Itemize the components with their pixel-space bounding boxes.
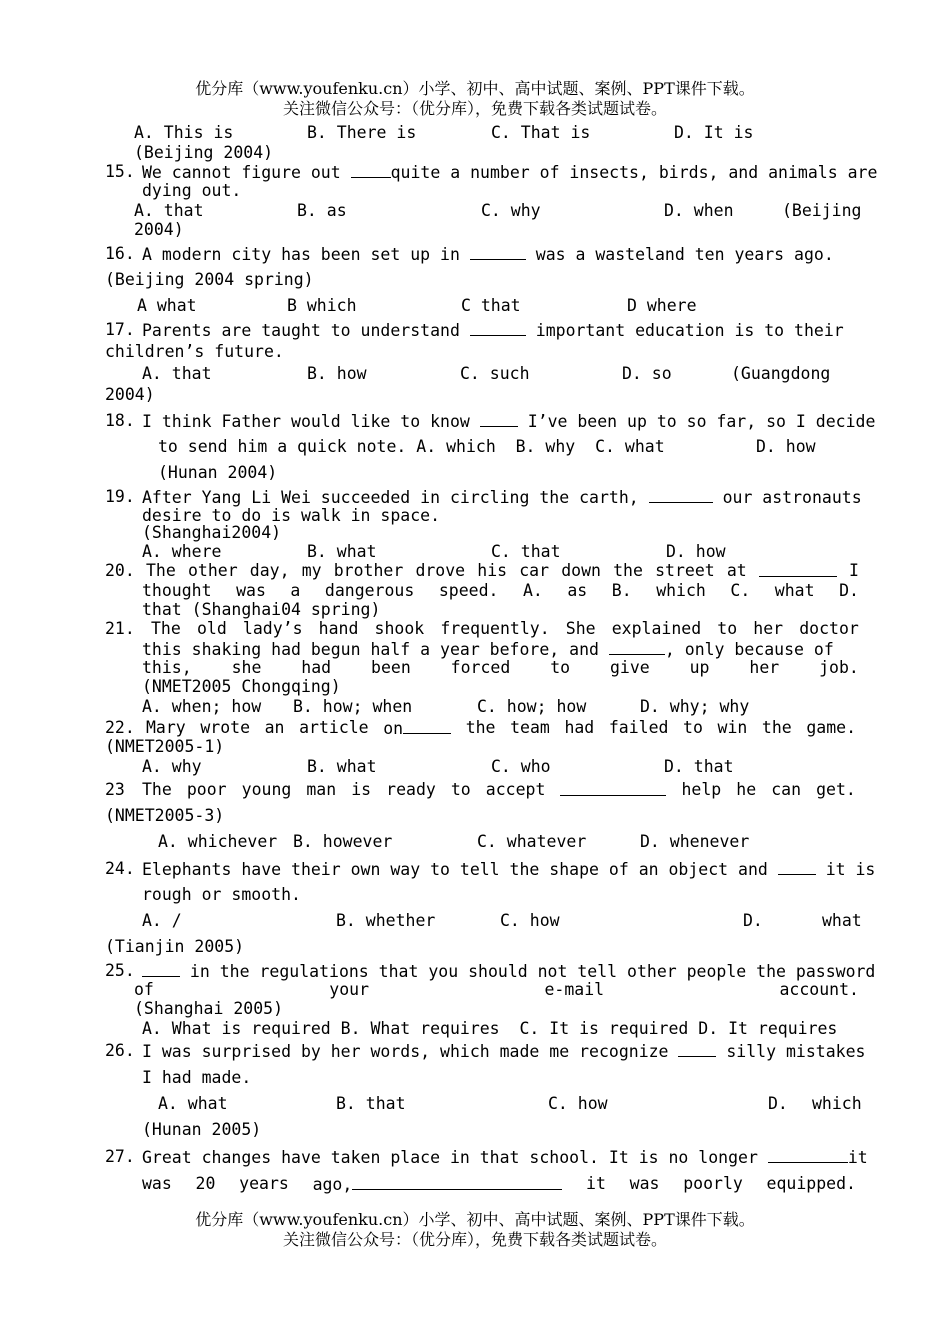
- q20-blank: [759, 561, 837, 577]
- q21-line-1: [151, 619, 859, 639]
- q23-word: young: [241, 780, 292, 799]
- q19-line-2: desire to do is walk in space.: [142, 506, 441, 525]
- q20-word: The: [146, 561, 176, 580]
- q24-option-d: what: [822, 911, 862, 930]
- q21-option-c: C. how; how: [477, 697, 587, 716]
- q25-word: account.: [779, 980, 859, 999]
- q20-word: as: [567, 581, 588, 600]
- q17-option-d: D. so: [622, 364, 672, 383]
- q20-word: car: [519, 561, 550, 580]
- q22-option-b: B. what: [307, 757, 377, 776]
- q17-source-start: (Guangdong: [731, 364, 831, 383]
- q15-source-end: 2004): [134, 220, 184, 239]
- q22-word: the: [761, 718, 792, 737]
- q17-text-after: important education is to their: [525, 321, 844, 340]
- q22-line-1: [146, 718, 856, 739]
- q23-number: 23: [105, 780, 125, 799]
- q25-blank: [142, 961, 180, 977]
- q23-line-1: [142, 780, 856, 800]
- q21-word: explained: [611, 619, 702, 638]
- q23-word: he: [736, 780, 757, 799]
- q24-option-d-letter: D.: [743, 911, 763, 930]
- q15-number: 15.: [105, 162, 135, 181]
- q16-text-before: A modern city has been set up in: [142, 245, 470, 264]
- q23-blank: [560, 780, 666, 796]
- q15-option-d: D. when: [664, 201, 734, 220]
- q19-option-c: C. that: [491, 542, 561, 561]
- q27-word: poorly: [683, 1174, 743, 1193]
- q20-word: down: [561, 561, 601, 580]
- q23-word: get.: [816, 780, 856, 799]
- q26-option-a: A. what: [158, 1094, 228, 1113]
- q27-word: it: [586, 1174, 606, 1193]
- q20-line-2: [142, 581, 859, 601]
- q20-word: the: [613, 561, 643, 580]
- q22-word: game.: [806, 718, 856, 737]
- q15-source-start: (Beijing: [782, 201, 862, 220]
- q27-line-1: [142, 1147, 868, 1168]
- q14-option-b: B. There is: [307, 123, 417, 142]
- q24-option-b: B. whether: [336, 911, 436, 930]
- q22-word: to: [683, 718, 703, 737]
- q21-word: frequently.: [440, 619, 550, 638]
- q19-number: 19.: [105, 487, 135, 506]
- q23-word: poor: [186, 780, 227, 799]
- q22-word: the: [465, 718, 496, 737]
- q14-option-a: A. This is: [134, 123, 234, 142]
- q21-word: forced: [450, 658, 511, 677]
- q24-text-after: it is: [815, 860, 876, 879]
- q21-word: She: [565, 619, 596, 638]
- q23-option-a: A. whichever: [158, 832, 278, 851]
- q25-options: A. What is required B. What requires C. It is required D. It requires: [142, 1019, 838, 1038]
- q27-number: 27.: [105, 1147, 135, 1166]
- q27-text-before: Great changes have taken place in that school. It is no longer: [142, 1148, 768, 1167]
- q16-text-after: was a wasteland ten years ago.: [525, 245, 834, 264]
- q16-option-c: C that: [461, 296, 521, 315]
- q20-word: B.: [611, 581, 632, 600]
- q22-word: an: [264, 718, 285, 737]
- q24-option-a: A. /: [142, 911, 182, 930]
- q19-text-before: After Yang Li Wei succeeded in circling the carth,: [142, 488, 649, 507]
- q23-source: (NMET2005-3): [105, 806, 225, 825]
- q27-word: was: [142, 1174, 172, 1193]
- q20-word: my: [301, 561, 322, 580]
- q25-line-1: [142, 961, 875, 982]
- q26-option-c: C. how: [548, 1094, 608, 1113]
- q21-blank: [609, 639, 665, 655]
- q23-word: ready: [386, 780, 436, 799]
- header-line-2: 关注微信公众号：（优分库），免费下载各类试题试卷。: [282, 99, 667, 118]
- q20-word: A.: [522, 581, 543, 600]
- q26-source: (Hunan 2005): [142, 1120, 262, 1139]
- q21-text-before: this shaking had begun half a year before, and: [142, 640, 609, 659]
- q17-option-c: C. such: [460, 364, 530, 383]
- q24-line-2: rough or smooth.: [142, 885, 301, 904]
- q25-word: of: [134, 980, 154, 999]
- q20-word: drove: [415, 561, 466, 580]
- q26-number: 26.: [105, 1041, 135, 1060]
- q27-word: years: [239, 1174, 289, 1193]
- q15-text-after: quite a number of insects, birds, and animals are: [390, 163, 878, 182]
- q19-option-d: D. how: [666, 542, 726, 561]
- q19-line-1: [142, 487, 862, 508]
- q22-word-with-blank: [383, 718, 451, 739]
- q20-word: at: [726, 561, 747, 580]
- q20-word: a: [290, 581, 301, 600]
- q23-word: The: [142, 780, 172, 799]
- q21-word: had: [301, 658, 332, 677]
- q17-number: 17.: [105, 320, 135, 339]
- footer-line-2: 关注微信公众号：（优分库），免费下载各类试题试卷。: [282, 1230, 667, 1249]
- q18-text-before: I think Father would like to know: [142, 412, 480, 431]
- q17-option-b: B. how: [307, 364, 367, 383]
- q27-blank-1: [768, 1147, 848, 1163]
- q19-option-a: A. where: [142, 542, 222, 561]
- q20-word: dangerous: [324, 581, 415, 600]
- q23-word: can: [771, 780, 802, 799]
- q23-word: is: [351, 780, 372, 799]
- q21-line-2: [142, 639, 834, 660]
- q22-option-d: D. that: [664, 757, 734, 776]
- q21-word: up: [689, 658, 710, 677]
- q24-option-c: C. how: [500, 911, 560, 930]
- q15-option-c: C. why: [481, 201, 541, 220]
- q16-number: 16.: [105, 244, 135, 263]
- q24-source: (Tianjin 2005): [105, 937, 245, 956]
- q24-blank: [778, 859, 816, 875]
- q22-word: team: [510, 718, 550, 737]
- q27-word-with-blank: [313, 1174, 563, 1195]
- q27-line-2: [142, 1174, 856, 1195]
- q20-word: day,: [249, 561, 290, 580]
- q20-word: other: [187, 561, 238, 580]
- q21-line-3: [142, 658, 859, 678]
- q23-option-d: D. whenever: [640, 832, 750, 851]
- q16-option-d: D where: [627, 296, 697, 315]
- q16-option-b: B which: [287, 296, 357, 315]
- q22-option-c: C. who: [491, 757, 551, 776]
- q16-line-1: [142, 244, 834, 265]
- q26-option-b: B. that: [336, 1094, 406, 1113]
- q25-source: (Shanghai 2005): [134, 999, 284, 1018]
- q25-word: e-mail: [544, 980, 605, 999]
- q21-source: (NMET2005 Chongqing): [142, 677, 341, 696]
- q22-word: Mary: [146, 718, 186, 737]
- q21-word: this,: [142, 658, 192, 677]
- q27-word: equipped.: [766, 1174, 856, 1193]
- q18-line-1: [142, 411, 875, 432]
- q20-line-1: [146, 561, 859, 581]
- q26-option-d-letter: D.: [768, 1094, 788, 1113]
- q27-word: ago,: [312, 1175, 353, 1194]
- q21-word: been: [371, 658, 411, 677]
- q17-line-2: children’s future.: [105, 342, 284, 361]
- q18-line-2: to send him a quick note. A. which B. why C. what: [158, 437, 665, 456]
- q21-word: her: [749, 658, 780, 677]
- q26-text-before: I was surprised by her words, which made me recognize: [142, 1042, 679, 1061]
- q19-blank: [649, 487, 713, 503]
- q25-number: 25.: [105, 961, 135, 980]
- q14-source: (Beijing 2004): [134, 143, 274, 162]
- q23-option-b: B. however: [293, 832, 393, 851]
- footer-line-1: 优分库（www.youfenku.cn）小学、初中、高中试题、案例、PPT课件下载。: [195, 1210, 755, 1229]
- q26-line-2: I had made.: [142, 1068, 252, 1087]
- q17-source-end: 2004): [105, 385, 155, 404]
- q21-word: old: [196, 619, 227, 638]
- q20-word: street: [655, 561, 715, 580]
- q18-blank: [480, 411, 518, 427]
- q15-option-b: B. as: [297, 201, 347, 220]
- q22-word: article: [299, 718, 369, 737]
- q15-line-1: [142, 162, 877, 183]
- q21-word: The: [151, 619, 181, 638]
- q21-word: lady’s: [242, 619, 303, 638]
- q21-word: hand: [318, 619, 359, 638]
- q15-option-a: A. that: [134, 201, 204, 220]
- q21-word: doctor: [799, 619, 859, 638]
- q20-number: 20.: [105, 561, 135, 580]
- q25-line-2: [134, 980, 859, 1000]
- q22-word: win: [717, 718, 748, 737]
- q21-word: to: [717, 619, 738, 638]
- q27-blank-2: [352, 1174, 562, 1190]
- q23-word: accept: [485, 780, 546, 799]
- q18-text-after: I’ve been up to so far, so I decide: [517, 412, 876, 431]
- q18-source: (Hunan 2004): [158, 463, 278, 482]
- q21-word: give: [609, 658, 650, 677]
- q16-blank: [470, 244, 526, 260]
- q20-word: which: [656, 581, 706, 600]
- q20-word: what: [774, 581, 815, 600]
- q22-blank: [403, 718, 451, 734]
- q18-number: 18.: [105, 411, 135, 430]
- q26-option-d: which: [812, 1094, 862, 1113]
- q22-word: on: [383, 719, 404, 738]
- q26-text-after: silly mistakes: [716, 1042, 866, 1061]
- q21-option-b: B. how; when: [293, 697, 413, 716]
- q17-option-a: A. that: [142, 364, 212, 383]
- q26-line-1: [142, 1041, 865, 1062]
- q18-option-d: D. how: [756, 437, 816, 456]
- q22-source: (NMET2005-1): [105, 737, 225, 756]
- q23-word: help: [681, 780, 722, 799]
- q20-word: brother: [333, 561, 404, 580]
- q26-blank: [678, 1041, 716, 1057]
- q16-source: (Beijing 2004 spring): [105, 270, 314, 289]
- q21-text-after: , only because of: [664, 640, 834, 659]
- q17-text-before: Parents are taught to understand: [142, 321, 470, 340]
- q15-blank: [351, 162, 391, 178]
- q17-blank: [470, 320, 526, 336]
- q21-word: to: [550, 658, 571, 677]
- q20-word: I: [849, 561, 859, 580]
- q23-word: man: [306, 780, 337, 799]
- q24-text-before: Elephants have their own way to tell the shape of an object and: [142, 860, 778, 879]
- q21-option-a: A. when; how: [142, 697, 262, 716]
- header-line-1: 优分库（www.youfenku.cn）小学、初中、高中试题、案例、PPT课件下载。: [195, 79, 755, 98]
- q23-word: to: [450, 780, 471, 799]
- q20-word: his: [477, 561, 508, 580]
- q21-word: her: [753, 619, 784, 638]
- q24-line-1: [142, 859, 875, 880]
- q22-word: failed: [608, 718, 669, 737]
- q14-option-c: C. That is: [491, 123, 591, 142]
- q22-option-a: A. why: [142, 757, 202, 776]
- q15-line-2: dying out.: [142, 181, 242, 200]
- q21-word: she: [231, 658, 262, 677]
- q19-text-after: our astronauts: [712, 488, 862, 507]
- q23-option-c: C. whatever: [477, 832, 587, 851]
- q19-option-b: B. what: [307, 542, 377, 561]
- q17-line-1: [142, 320, 844, 341]
- q27-text-after: it: [847, 1148, 868, 1167]
- q20-word: speed.: [438, 581, 499, 600]
- q21-number: 21.: [105, 619, 135, 638]
- q27-word: 20: [195, 1174, 216, 1193]
- q24-number: 24.: [105, 859, 135, 878]
- q22-word: had: [564, 718, 595, 737]
- q20-line-3: that (Shanghai04 spring): [142, 600, 381, 619]
- q25-word: your: [329, 980, 370, 999]
- q25-text-after: in the regulations that you should not tell other people the password: [180, 962, 876, 981]
- q20-word: C.: [730, 581, 751, 600]
- q27-word: was: [629, 1174, 660, 1193]
- q20-word: D.: [839, 581, 859, 600]
- q21-word: job.: [819, 658, 859, 677]
- q20-word: was: [236, 581, 266, 600]
- q22-number: 22.: [105, 718, 135, 737]
- q21-option-d: D. why; why: [640, 697, 750, 716]
- q22-word: wrote: [200, 718, 251, 737]
- q14-option-d: D. It is: [674, 123, 754, 142]
- q16-option-a: A what: [137, 296, 197, 315]
- q20-word: thought: [142, 581, 212, 600]
- q21-word: shook: [374, 619, 425, 638]
- q15-text-before: We cannot figure out: [142, 163, 351, 182]
- q19-source: (Shanghai2004): [142, 523, 282, 542]
